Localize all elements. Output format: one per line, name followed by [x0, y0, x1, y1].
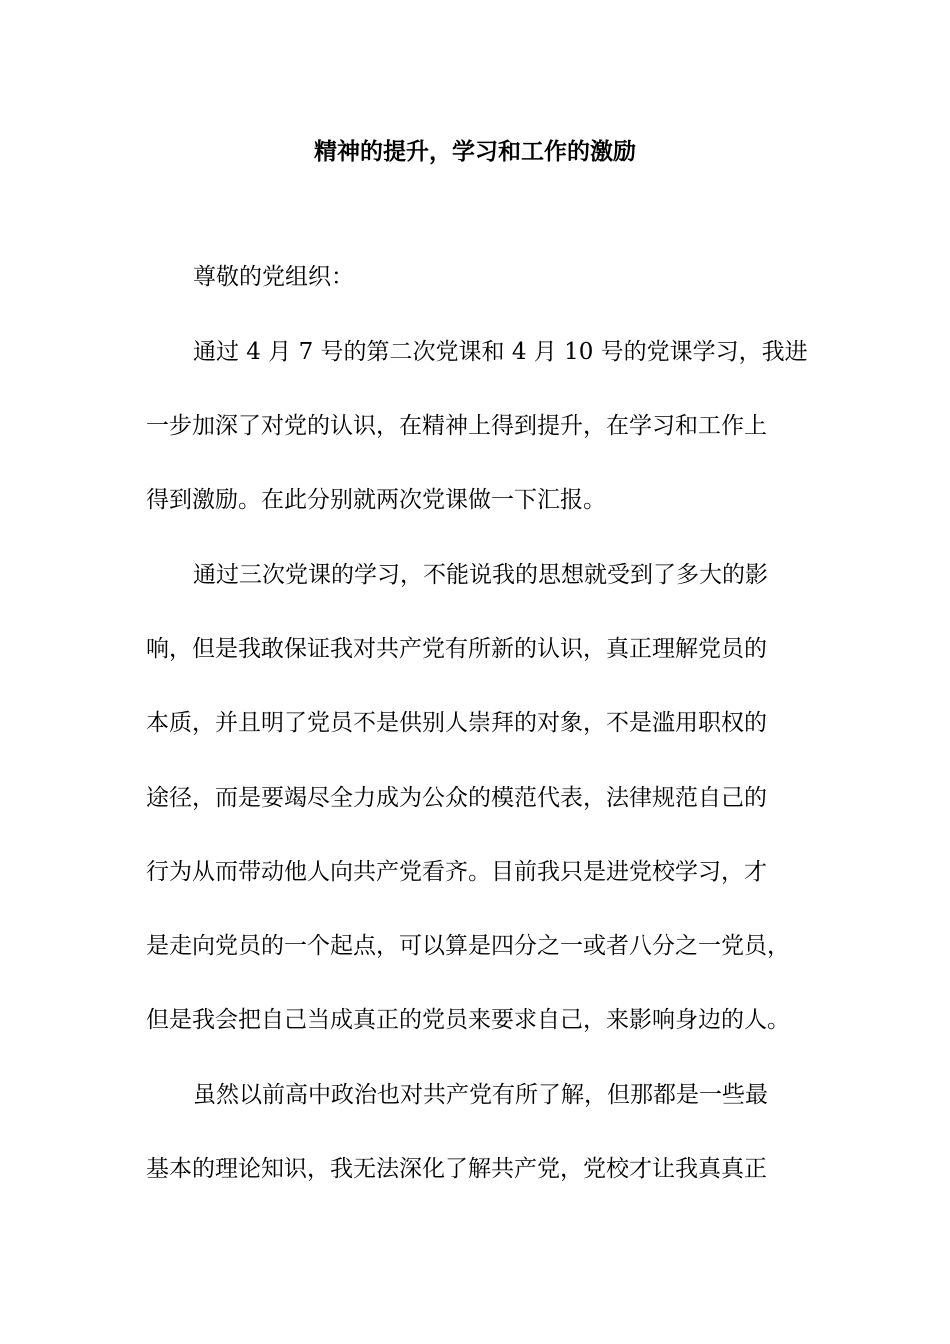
salutation-line: 尊敬的党组织：: [193, 264, 354, 290]
paragraph-2-line-3: 本质，并且明了党员不是供别人崇拜的对象，不是滥用职权的: [146, 710, 767, 736]
paragraph-1-line-1: 通过 4 月 7 号的第二次党课和 4 月 10 号的党课学习，我进: [193, 339, 808, 365]
paragraph-3-line-2: 基本的理论知识，我无法深化了解共产党，党校才让我真真正: [146, 1156, 767, 1182]
paragraph-1-line-3: 得到激励。在此分别就两次党课做一下汇报。: [146, 487, 606, 513]
paragraph-2-line-5: 行为从而带动他人向共产党看齐。目前我只是进党校学习，才: [146, 859, 767, 885]
document-title: 精神的提升，学习和工作的激励: [314, 138, 636, 165]
paragraph-2-line-1: 通过三次党课的学习，不能说我的思想就受到了多大的影: [193, 562, 768, 588]
paragraph-2-line-7: 但是我会把自己当成真正的党员来要求自己，来影响身边的人。: [146, 1007, 790, 1033]
paragraph-3-line-1: 虽然以前高中政治也对共产党有所了解，但那都是一些最: [193, 1082, 768, 1108]
paragraph-1-line-2: 一步加深了对党的认识，在精神上得到提升，在学习和工作上: [146, 413, 767, 439]
paragraph-2-line-6: 是走向党员的一个起点，可以算是四分之一或者八分之一党员，: [146, 933, 790, 959]
paragraph-2-line-4: 途径，而是要竭尽全力成为公众的模范代表，法律规范自己的: [146, 785, 767, 811]
paragraph-2-line-2: 响，但是我敢保证我对共产党有所新的认识，真正理解党员的: [146, 636, 767, 662]
